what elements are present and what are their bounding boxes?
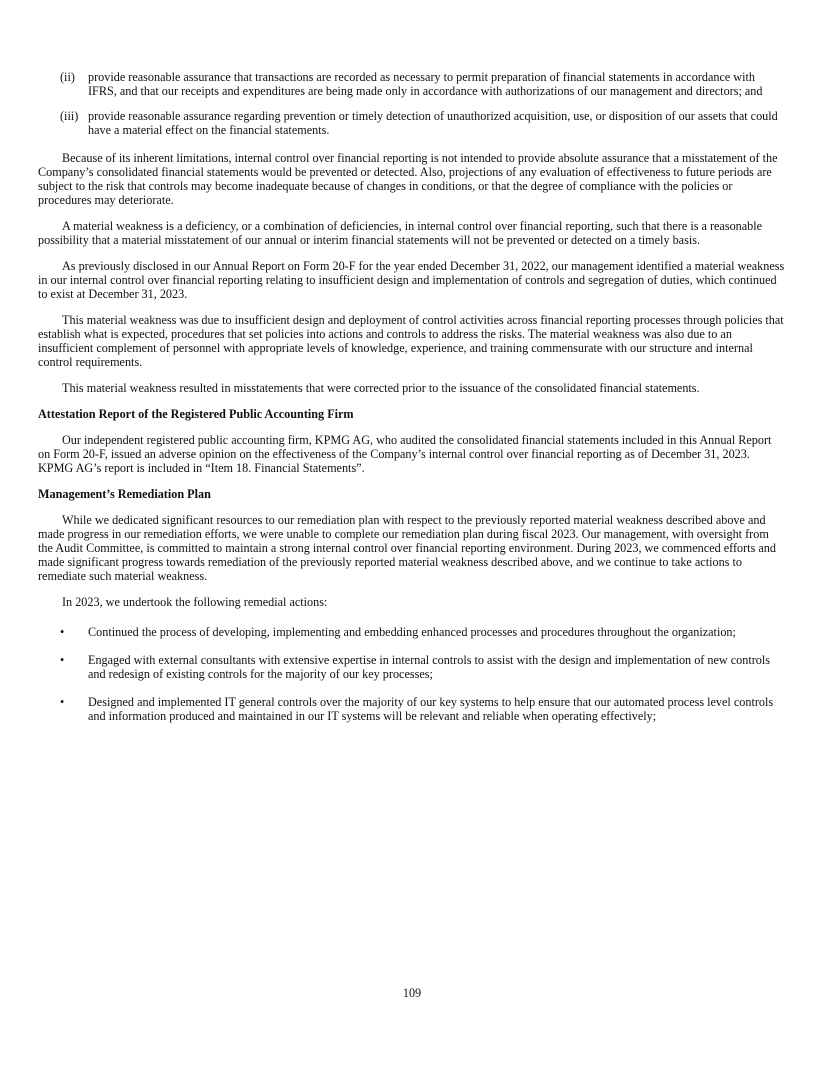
paragraph-inherent-limitations: Because of its inherent limitations, internal control over financial reporting is not intended to provide absolute assurance that a misstatement of the Company’s consolidated financial statements would be prevented or detected. Also, projections of any evaluation of effectiveness to future periods are subject to the risk that controls may become inadequate because of changes in conditions, or that the degree of compliance with the policies or procedures may deteriorate. [38,151,778,207]
paragraph-material-weakness-definition: A material weakness is a deficiency, or a combination of deficiencies, in internal control over financial reporting, such that there is a reasonable possibility that a material misstatement of our annual or interim financial statements will not be prevented or detected on a timely basis. [38,219,763,247]
bullet-text: Engaged with external consultants with extensive expertise in internal controls to assist with the design and implementation of new controls and redesign of existing controls for the majority of our key processes; [88,653,771,681]
list-item-iii [38,109,786,137]
bullet-item [38,695,786,723]
bullet-dot-icon: • [60,695,65,709]
paragraph-remediation: While we dedicated significant resources to our remediation plan with respect to the previously reported material weakness described above and made progress in our remediation efforts, we were unable to complete our remediation plan during fiscal 2023. Our management, with oversight from the Audit Committee, is committed to maintain a strong internal control over financial reporting environment. During 2023, we commenced efforts and made significant progress towards remediation of the previously reported material weakness described above, and we continue to take actions to remediate such material weakness. [38,513,776,583]
page-number: 109 [402,986,422,1000]
bullet-text: Designed and implemented IT general controls over the majority of our key systems to help ensure that our automated process level controls and information produced and maintained in our IT systems will be relevant and reliable when operating effectively; [88,695,774,723]
list-marker: (iii) [60,109,79,123]
list-item-text: provide reasonable assurance that transactions are recorded as necessary to permit preparation of financial statements in accordance with IFRS, and that our receipts and expenditures are being made only in accordance with authorizations of our management and directors; and [88,70,763,98]
paragraph-previously-disclosed: As previously disclosed in our Annual Report on Form 20-F for the year ended December 31, 2022, our management identified a material weakness in our internal control over financial reporting relating to insufficient design and implementation of controls and segregation of duties, which continued to exist at December 31, 2023. [38,259,785,301]
heading-attestation-report: Attestation Report of the Registered Public Accounting Firm [38,407,354,421]
list-item-text: provide reasonable assurance regarding prevention or timely detection of unauthorized acquisition, use, or disposition of our assets that could have a material effect on the financial statements. [88,109,778,137]
bullet-dot-icon: • [60,625,65,639]
paragraph-attestation: Our independent registered public accounting firm, KPMG AG, who audited the consolidated financial statements included in this Annual Report on Form 20-F, issued an adverse opinion on the effectiveness of the Company’s internal control over financial reporting as of December 31, 2023. KPMG AG’s report is included in “Item 18. Financial Statements”. [38,433,772,475]
paragraph-actions-intro: In 2023, we undertook the following remedial actions: [62,595,328,609]
list-item-ii [38,70,786,98]
paragraph-weakness-result: This material weakness resulted in misstatements that were corrected prior to the issuance of the consolidated financial statements. [62,381,700,395]
bullet-item [38,653,786,681]
paragraph-weakness-cause: This material weakness was due to insufficient design and deployment of control activities across financial reporting processes through policies that establish what is expected, procedures that set policies into actions and controls to address the risks. The material weakness was also due to an insufficient complement of personnel with appropriate levels of knowledge, experience, and training commensurate with our structure and internal control requirements. [38,313,784,369]
heading-remediation-plan: Management’s Remediation Plan [38,487,211,501]
document-page [38,70,786,737]
bullet-text: Continued the process of developing, implementing and embedding enhanced processes and procedures throughout the organization; [88,625,736,639]
bullet-item [38,625,786,639]
list-marker: (ii) [60,70,75,84]
bullet-dot-icon: • [60,653,65,667]
